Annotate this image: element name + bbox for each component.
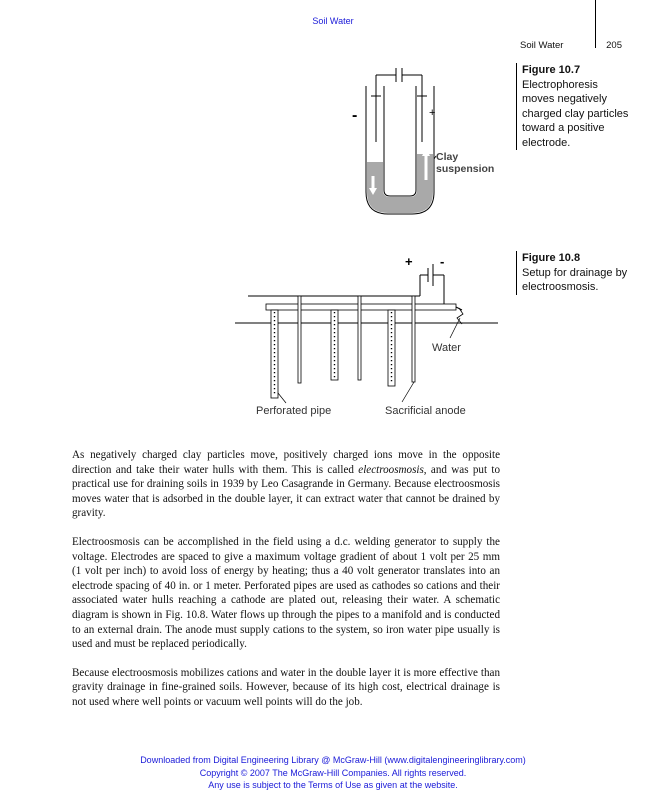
- fig7-clay-label: Clay: [436, 151, 459, 163]
- fig8-pipe-leader: [278, 393, 286, 403]
- footer-copyright: Copyright © 2007 The McGraw-Hill Companies. All rights reserved.: [199, 767, 467, 778]
- paragraph-1-rest: , and was put to practical use for draining soils in 1939 by Leo Casagrande in Germany. Because electroosmosis moves water that is adsorbed in the double layer, it can extract water that cannot be drained by gravity.: [72, 463, 500, 520]
- fig8-plus-label: +: [405, 254, 413, 269]
- paragraph: [72, 448, 500, 521]
- fig8-anode-label: Sacrificial anode: [385, 405, 466, 417]
- figure-10-8-diagram: [230, 250, 505, 425]
- fig8-water-leader: [450, 318, 460, 338]
- running-head: [520, 40, 626, 51]
- figure-10-7-caption: [516, 63, 632, 150]
- body-text: [72, 448, 500, 724]
- figure-10-7-text: Electrophoresis moves negatively charged clay particles toward a positive electrode.: [522, 78, 629, 149]
- paragraph: Electroosmosis can be accomplished in the field using a d.c. welding generator to supply the voltage. Electrodes are spaced to give a maximum voltage gradient of about 1 volt per 25 mm (1 volt per inch) to avoid loss of energy by heating; thus a 40 volt generator translates into an electrode spacing of 40 in. or 1 meter. Perforated pipes are used as cathodes so cations and their associated water hulls reaching a cathode are plated out, releasing their water. A schematic diagram is shown in Fig. 10.8. Water flows up through the pipes to a manifold and is conducted to an external drain. The anode must supply cations to the system, so iron water pipe usually is used and must be replaced periodically.: [72, 535, 500, 651]
- fig7-suspension-label: suspension: [436, 163, 495, 175]
- fig7-up-arrow-head: [422, 148, 430, 156]
- fig8-electrode-group: [271, 296, 415, 398]
- page-number: 205: [606, 40, 622, 51]
- figure-10-8-title: Figure 10.8: [522, 252, 581, 264]
- fig8-water-label: Water: [432, 342, 461, 354]
- term-electroosmosis: electroosmosis: [358, 463, 424, 476]
- fig8-minus-label: -: [440, 254, 445, 269]
- footer-download-link[interactable]: Downloaded from Digital Engineering Library @ McGraw-Hill (www.digitalengineeringlibrary.com): [140, 755, 526, 765]
- fig7-minus-label: -: [352, 107, 358, 124]
- running-head-title: Soil Water: [520, 40, 564, 51]
- footer-terms-link[interactable]: Any use is subject to the Terms of Use as given at the website.: [208, 780, 458, 790]
- fig7-plus-label: +: [429, 107, 436, 119]
- figure-10-8-text: Setup for drainage by electroosmosis.: [522, 266, 628, 293]
- figure-10-8-caption: [516, 251, 632, 295]
- figure-10-7-diagram: [340, 62, 510, 224]
- fig8-pipe-label: Perforated pipe: [256, 405, 332, 417]
- paragraph-1-start: As negatively charged clay particles move, positively charged ions move in the opposite direction and take their water hulls with them. This is called: [72, 449, 500, 476]
- fig7-clay-suspension-fill: [367, 154, 433, 213]
- fig7-u-tube-inner: [384, 86, 416, 196]
- footer: [0, 754, 666, 792]
- fig8-anode: [358, 296, 361, 380]
- section-title: Soil Water: [312, 16, 354, 26]
- fig8-anode: [298, 296, 301, 383]
- paragraph: Because electroosmosis mobilizes cations and water in the double layer it is more effective than gravity drainage in fine-grained soils. However, because of its high cost, electrical drainage is not used where well points or vacuum well points will do the job.: [72, 666, 500, 708]
- figure-10-7-title: Figure 10.7: [522, 64, 581, 76]
- fig8-anode-leader: [402, 382, 414, 402]
- fig8-anode: [412, 296, 415, 382]
